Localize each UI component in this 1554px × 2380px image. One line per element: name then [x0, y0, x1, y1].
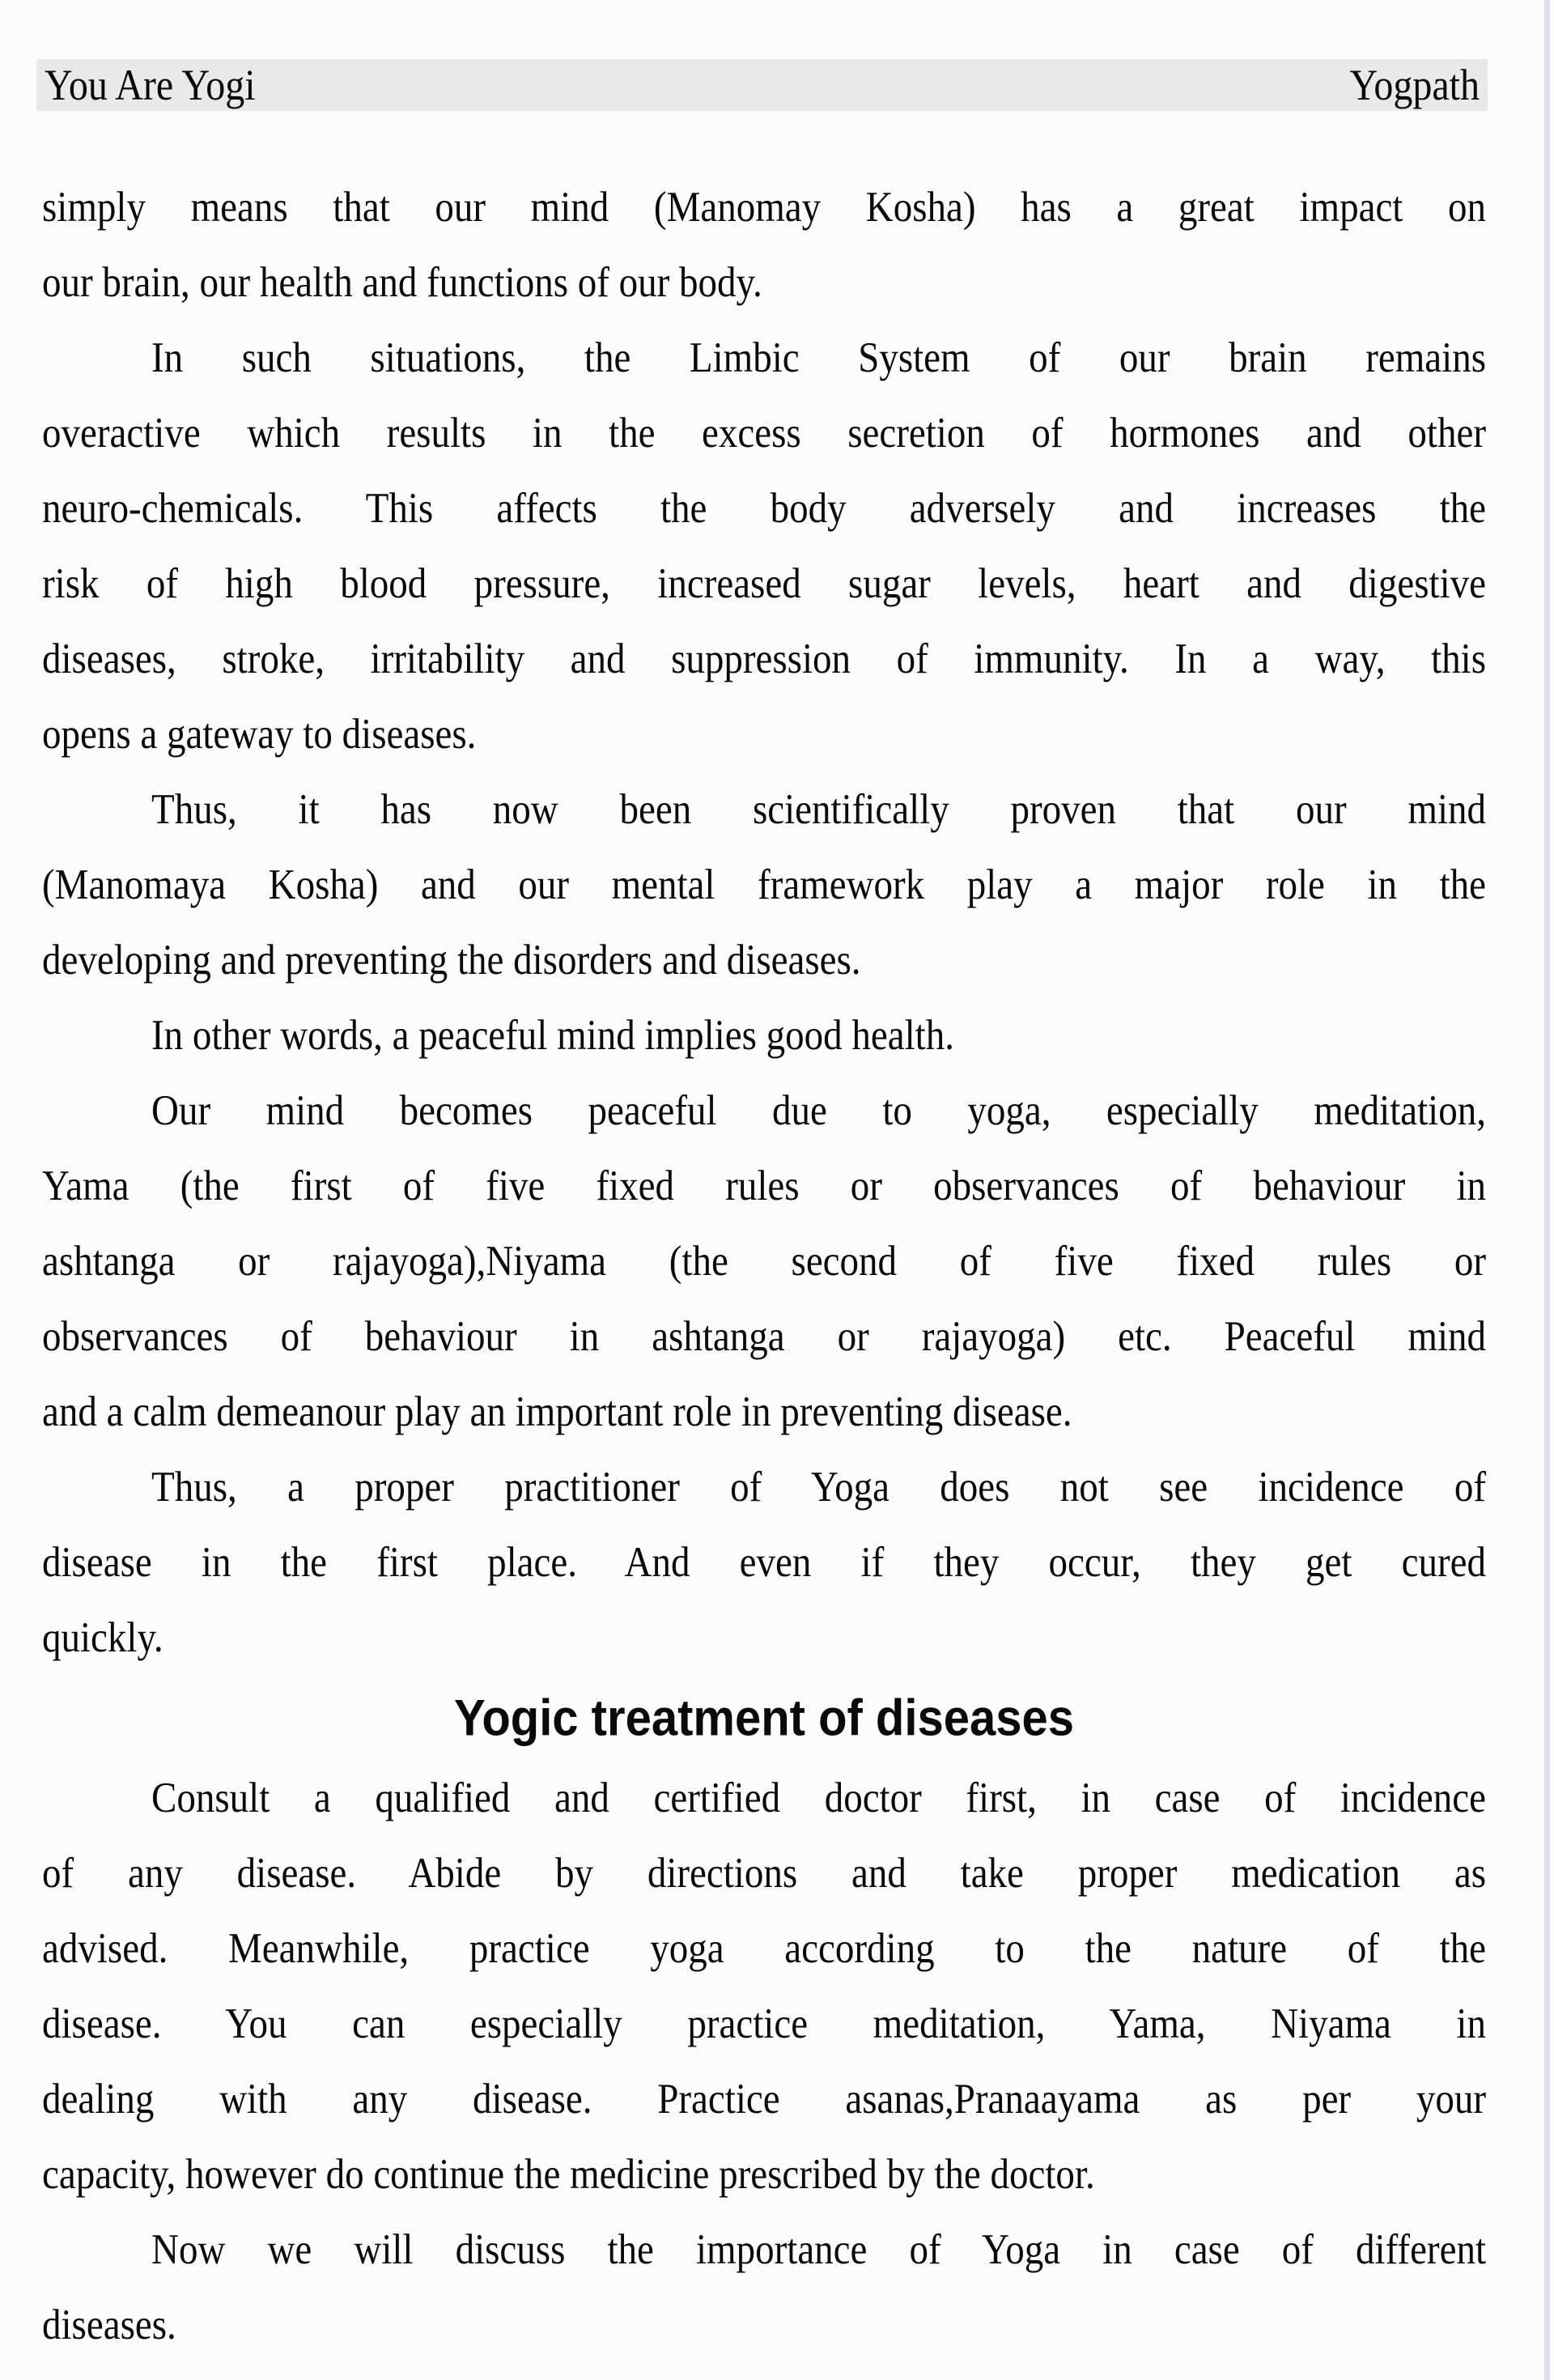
text-line: advised. Meanwhile, practice yoga according to the nature of the	[42, 1924, 1486, 1973]
text-line: developing and preventing the disorders and diseases.	[42, 936, 861, 984]
text-line: dealing with any disease. Practice asanas,Pranaayama as per your	[42, 2075, 1486, 2123]
text-line: our brain, our health and functions of our body.	[42, 258, 762, 307]
text-line: In other words, a peaceful mind implies good health.	[151, 1011, 954, 1060]
text-line: Yama (the first of five fixed rules or observances of behaviour in	[42, 1162, 1486, 1210]
text-line: diseases.	[42, 2301, 176, 2349]
section-heading: Yogic treatment of diseases	[453, 1689, 1075, 1747]
text-line: and a calm demeanour play an important role in preventing disease.	[42, 1388, 1072, 1436]
body-text	[42, 170, 1486, 2363]
text-line: neuro-chemicals. This affects the body adversely and increases the	[42, 484, 1486, 533]
page-edge-line	[1544, 0, 1550, 2380]
text-line: Thus, it has now been scientifically proven that our mind	[151, 785, 1486, 834]
text-line: opens a gateway to diseases.	[42, 710, 477, 759]
text-line: diseases, stroke, irritability and suppression of immunity. In a way, this	[42, 635, 1486, 683]
text-line: disease. You can especially practice meditation, Yama, Niyama in	[42, 2000, 1486, 2048]
text-line: risk of high blood pressure, increased sugar levels, heart and digestive	[42, 559, 1486, 608]
text-line: of any disease. Abide by directions and take proper medication as	[42, 1849, 1486, 1898]
text-line: disease in the first place. And even if they occur, they get cured	[42, 1538, 1486, 1587]
text-line: Now we will discuss the importance of Yoga in case of different	[151, 2225, 1486, 2274]
text-line: Thus, a proper practitioner of Yoga does not see incidence of	[151, 1463, 1486, 1511]
text-line: (Manomaya Kosha) and our mental framework play a major role in the	[42, 861, 1486, 909]
header-left-title: You Are Yogi	[45, 61, 256, 109]
text-line: Our mind becomes peaceful due to yoga, especially meditation,	[151, 1086, 1486, 1135]
text-line: quickly.	[42, 1613, 163, 1662]
text-line: observances of behaviour in ashtanga or rajayoga) etc. Peaceful mind	[42, 1312, 1486, 1361]
text-line: simply means that our mind (Manomay Kosha) has a great impact on	[42, 183, 1486, 232]
text-line: ashtanga or rajayoga),Niyama (the second of five fixed rules or	[42, 1237, 1486, 1286]
text-line: overactive which results in the excess secretion of hormones and other	[42, 409, 1486, 457]
header-right-title: Yogpath	[1349, 61, 1480, 109]
text-line: capacity, however do continue the medicine prescribed by the doctor.	[42, 2150, 1095, 2199]
text-line: In such situations, the Limbic System of our brain remains	[151, 334, 1486, 382]
page-header	[36, 59, 1488, 111]
text-line: Consult a qualified and certified doctor first, in case of incidence	[151, 1774, 1486, 1822]
